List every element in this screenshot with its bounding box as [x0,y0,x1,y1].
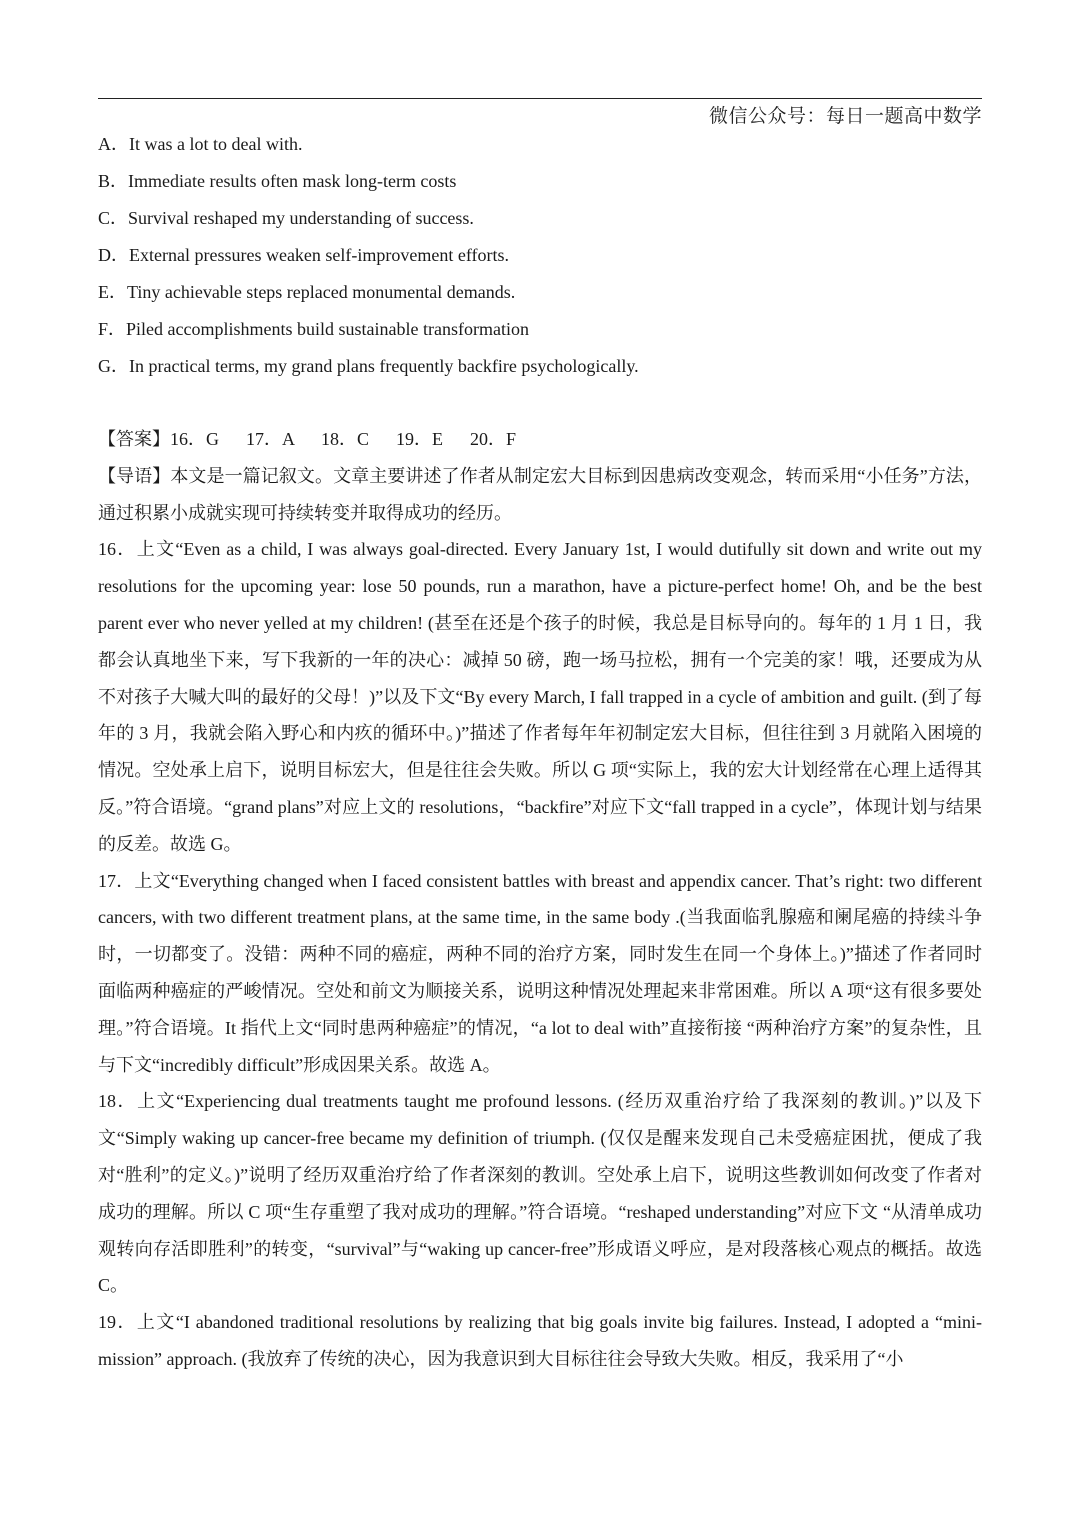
option-letter: E． [98,282,127,302]
option-text: External pressures weaken self-improvement efforts. [129,245,510,265]
explanation-17: 17．上文“Everything changed when I faced consistent battles with breast and appendix cancer. That’s right: two different cancers, with two different treatment plans, at the same time, in the same body .(当我面临乳腺癌和阑尾癌的持续斗争时，一切都变了。没错：两种不同的癌症，两种不同的治疗方案，同时发生在同一个身体上。)”描述了作者同时面临两种癌症的严峻情况。空处和前文为顺接关系，说明这种情况处理起来非常困难。所以 A 项“这有很多要处理。”符合语境。It 指代上文“同时患两种癌症”的情况，“a lot to deal with”直接衔接 “两种治疗方案”的复杂性，且与下文“incredibly difficult”形成因果关系。故选 A。 [98,870,982,1075]
option-letter: G． [98,356,129,376]
option-text: In practical terms, my grand plans frequently backfire psychologically. [129,356,639,376]
option-letter: D． [98,245,129,265]
explanation-16: 16．上文“Even as a child, I was always goal-directed. Every January 1st, I would dutifully sit down and write out my resolutions for the upcoming year: lose 50 pounds, run a marathon, have a picture-perfect home! Oh, and be the best parent ever who never yelled at my children! (甚至在还是个孩子的时候，我总是目标导向的。每年的 1 月 1 日，我都会认真地坐下来，写下我新的一年的决心：减掉 50 磅，跑一场马拉松，拥有一个完美的家！哦，还要成为从不对孩子大喊大叫的最好的父母！)”以及下文“By every March, I fall trapped in a cycle of ambition and guilt. (到了每年的 3 月，我就会陷入野心和内疚的循环中。)”描述了作者每年年初制定宏大目标，但往往到 3 月就陷入困境的情况。空处承上启下，说明目标宏大，但是往往会失败。所以 G 项“实际上，我的宏大计划经常在心理上适得其反。”符合语境。“grand plans”对应上文的 resolutions，“backfire”对应下文“fall trapped in a cycle”，体现计划与结果的反差。故选 G。 [98,539,982,854]
header-rule [98,98,982,99]
header-source-label: 微信公众号：每日一题高中数学 [708,105,982,127]
answer-explanation-section [98,421,982,1378]
option-letter: B． [98,171,129,191]
explanation-18: 18．上文“Experiencing dual treatments taught me profound lessons. (经历双重治疗给了我深刻的教训。)”以及下文“Simply waking up cancer-free became my definition of triumph. (仅仅是醒来发现自己未受癌症困扰，便成了我对“胜利”的定义。)”说明了经历双重治疗给了作者深刻的教训。空处承上启下，说明这些教训如何改变了作者对成功的理解。所以 C 项“生存重塑了我对成功的理解。”符合语境。“reshaped understanding”对应下文 “从清单成功观转向存活即胜利”的转变，“survival”与“waking up cancer-free”形成语义呼应，是对段落核心观点的概括。故选 C。 [98,1091,982,1296]
option-g [98,353,982,390]
option-f [98,316,982,353]
option-e [98,279,982,316]
option-letter: A． [98,134,129,154]
option-b [98,168,982,205]
option-letter: C． [98,208,129,228]
option-text: Survival reshaped my understanding of success. [128,208,474,228]
option-d [98,242,982,279]
option-text: It was a lot to deal with. [129,134,303,154]
option-c [98,205,982,242]
option-text: Tiny achievable steps replaced monumental demands. [127,282,516,302]
option-letter: F． [98,319,127,339]
explanation-19: 19．上文“I abandoned traditional resolutions by realizing that big goals invite big failures. Instead, I adopted a “mini-mission” approach. (我放弃了传统的决心，因为我意识到大目标往往会导致大失败。相反，我采用了“小 [98,1312,982,1369]
guide-paragraph: 【导语】本文是一篇记叙文。文章主要讲述了作者从制定宏大目标到因患病改变观念，转而采用“小任务”方法，通过积累小成就实现可持续转变并取得成功的经历。 [98,465,982,523]
answer-options-list [98,131,982,390]
option-a [98,131,982,168]
option-text: Immediate results often mask long-term costs [128,171,457,191]
answer-key: 【答案】16．G 17．A 18．C 19．E 20．F [98,429,517,449]
option-text: Piled accomplishments build sustainable transformation [126,319,529,339]
